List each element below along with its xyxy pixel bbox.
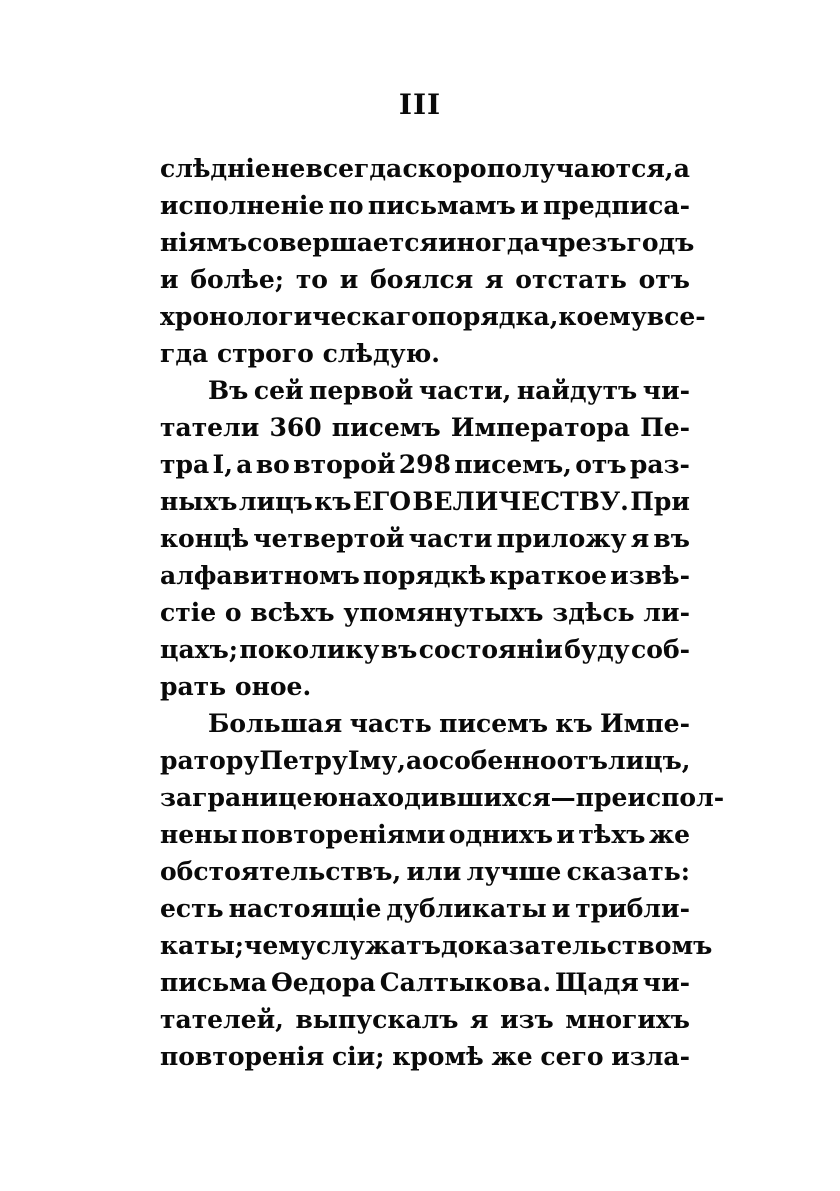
word: же (491, 1042, 533, 1071)
word: получаются, (486, 154, 674, 183)
text-line (160, 594, 690, 631)
word: всегда (305, 154, 403, 183)
word: концѣ (160, 524, 250, 553)
word: гда (160, 339, 209, 368)
word: письма (160, 968, 267, 997)
word: часть (349, 709, 432, 738)
word: тра (160, 450, 210, 479)
word: совершается (247, 228, 438, 257)
text-line (160, 298, 706, 335)
word: къ (555, 709, 593, 738)
text-line (160, 187, 690, 224)
word: ЕГО (352, 487, 411, 516)
word: къ (314, 487, 352, 516)
word: настоящіе (228, 894, 382, 923)
word: я (485, 265, 504, 294)
word: поколику (239, 635, 380, 664)
word: слѣдніе (160, 154, 271, 183)
word: и (556, 820, 575, 849)
word: повтореніями (240, 820, 446, 849)
word: приложу (496, 524, 627, 553)
word: изла- (611, 1042, 690, 1071)
text-line (160, 705, 690, 742)
word: доказательствомъ (440, 931, 713, 960)
word: лучше (466, 857, 562, 886)
word: а (405, 746, 423, 775)
text-line (160, 483, 690, 520)
word: строго (216, 339, 314, 368)
word: Салтыкова. (379, 968, 552, 997)
word: сего (540, 1042, 604, 1071)
word: сіи; (331, 1042, 385, 1071)
word: писемъ (331, 413, 441, 442)
text-line (160, 1001, 690, 1038)
word: и (551, 894, 571, 923)
word: однихъ (448, 820, 554, 849)
word: второй (293, 450, 396, 479)
page-number: III (398, 88, 442, 121)
text-line (160, 668, 690, 705)
word: находившихся—преиспол- (338, 783, 725, 812)
text-line (160, 1038, 690, 1075)
word: части, (418, 376, 512, 405)
word: особенно (422, 746, 557, 775)
word: за (160, 783, 193, 812)
text-line (160, 927, 713, 964)
text-line (160, 224, 695, 261)
word: хронологическаго (160, 302, 428, 331)
text-line (160, 150, 690, 187)
word: ратору (160, 746, 260, 775)
text-line (160, 261, 690, 298)
word: стіе (160, 598, 217, 627)
body-text (160, 150, 725, 1075)
word: предписа- (542, 191, 690, 220)
word: есть (160, 894, 224, 923)
word: Большая (208, 709, 343, 738)
word: извѣ- (610, 561, 690, 590)
word: тателей, (160, 1005, 284, 1034)
word: сказать: (566, 857, 690, 886)
text-line (160, 520, 690, 557)
word: 298 (398, 450, 451, 479)
word: обстоятельствъ, (160, 857, 402, 886)
word: части (408, 524, 493, 553)
word: цахъ; (160, 635, 238, 664)
text-line (160, 409, 690, 446)
text-line (160, 631, 690, 668)
word: ВЕЛИЧЕСТВУ. (412, 487, 629, 516)
word: Импе- (600, 709, 690, 738)
word: всѣхъ (250, 598, 335, 627)
text-line (160, 335, 690, 372)
word: упомянутыхъ (343, 598, 544, 627)
text-line (160, 557, 690, 594)
word: и (160, 265, 179, 294)
word: соб- (631, 635, 690, 664)
word: многихъ (565, 1005, 690, 1034)
word: исполненіе (160, 191, 325, 220)
word: 360 (269, 413, 322, 442)
word: и (339, 265, 359, 294)
word: или (406, 857, 462, 886)
word: и (520, 191, 539, 220)
word: повторенія (160, 1042, 325, 1071)
word: а (673, 154, 690, 183)
word: въ (380, 635, 418, 664)
word: трибли- (575, 894, 690, 923)
word: годъ (626, 228, 695, 257)
word: отстать (515, 265, 627, 294)
word: лицъ (238, 487, 313, 516)
word: Императора (450, 413, 630, 442)
word: При (630, 487, 690, 516)
word: слѣдую. (322, 339, 440, 368)
word: отъ (575, 450, 627, 479)
word: во (255, 450, 290, 479)
word: отъ (638, 265, 690, 294)
word: Въ (208, 376, 249, 405)
word: письмамъ (367, 191, 516, 220)
word: отъ (556, 746, 608, 775)
word: въ (653, 524, 690, 553)
word: нены (160, 820, 238, 849)
word: я (470, 1005, 489, 1034)
word: о (224, 598, 242, 627)
text-line (160, 816, 690, 853)
word: не (271, 154, 306, 183)
word: буду (564, 635, 630, 664)
word: служатъ (315, 931, 441, 960)
word: Петру (259, 746, 348, 775)
word: первой (309, 376, 414, 405)
word: болѣе; (190, 265, 285, 294)
word: иногда (437, 228, 540, 257)
word: выпускалъ (295, 1005, 459, 1034)
word: кромѣ (392, 1042, 484, 1071)
text-line (160, 446, 690, 483)
word: дубликаты (386, 894, 547, 923)
word: по (328, 191, 364, 220)
word: лицъ, (607, 746, 691, 775)
word: каты; (160, 931, 245, 960)
word: скоро (402, 154, 487, 183)
word: порядка, (427, 302, 559, 331)
word: Пе- (640, 413, 690, 442)
text-line (160, 779, 725, 816)
word: тѣхъ (578, 820, 646, 849)
word: чи- (642, 376, 690, 405)
word: изъ (500, 1005, 554, 1034)
word: боялся (370, 265, 474, 294)
text-line (160, 964, 690, 1001)
word: Щадя (555, 968, 639, 997)
word: же (648, 820, 690, 849)
word: найдутъ (516, 376, 638, 405)
word: Ѳедора (271, 968, 376, 997)
word: порядкѣ (362, 561, 487, 590)
word: краткое (489, 561, 608, 590)
word: раз- (629, 450, 690, 479)
word: чему (244, 931, 316, 960)
word: то (295, 265, 328, 294)
word: писемъ, (454, 450, 572, 479)
text-line (160, 742, 690, 779)
word: я (630, 524, 650, 553)
word: чи- (642, 968, 690, 997)
word: писемъ (439, 709, 549, 738)
word: здѣсь (552, 598, 635, 627)
word: состояніи (418, 635, 563, 664)
word: ныхъ (160, 487, 238, 516)
word: чрезъ (539, 228, 627, 257)
word: четвертой (253, 524, 405, 553)
text-line (160, 853, 690, 890)
word: границею (192, 783, 339, 812)
word: татели (160, 413, 260, 442)
word: все- (646, 302, 706, 331)
word: рать (160, 672, 227, 701)
word: оное. (234, 672, 312, 701)
word: коему (558, 302, 647, 331)
word: а (236, 450, 253, 479)
word: Iму, (347, 746, 406, 775)
word: I, (212, 450, 233, 479)
text-line (160, 372, 690, 409)
word: ли- (643, 598, 690, 627)
word: ніямъ (160, 228, 248, 257)
word: сей (253, 376, 304, 405)
word: алфавитномъ (160, 561, 360, 590)
text-line (160, 890, 690, 927)
